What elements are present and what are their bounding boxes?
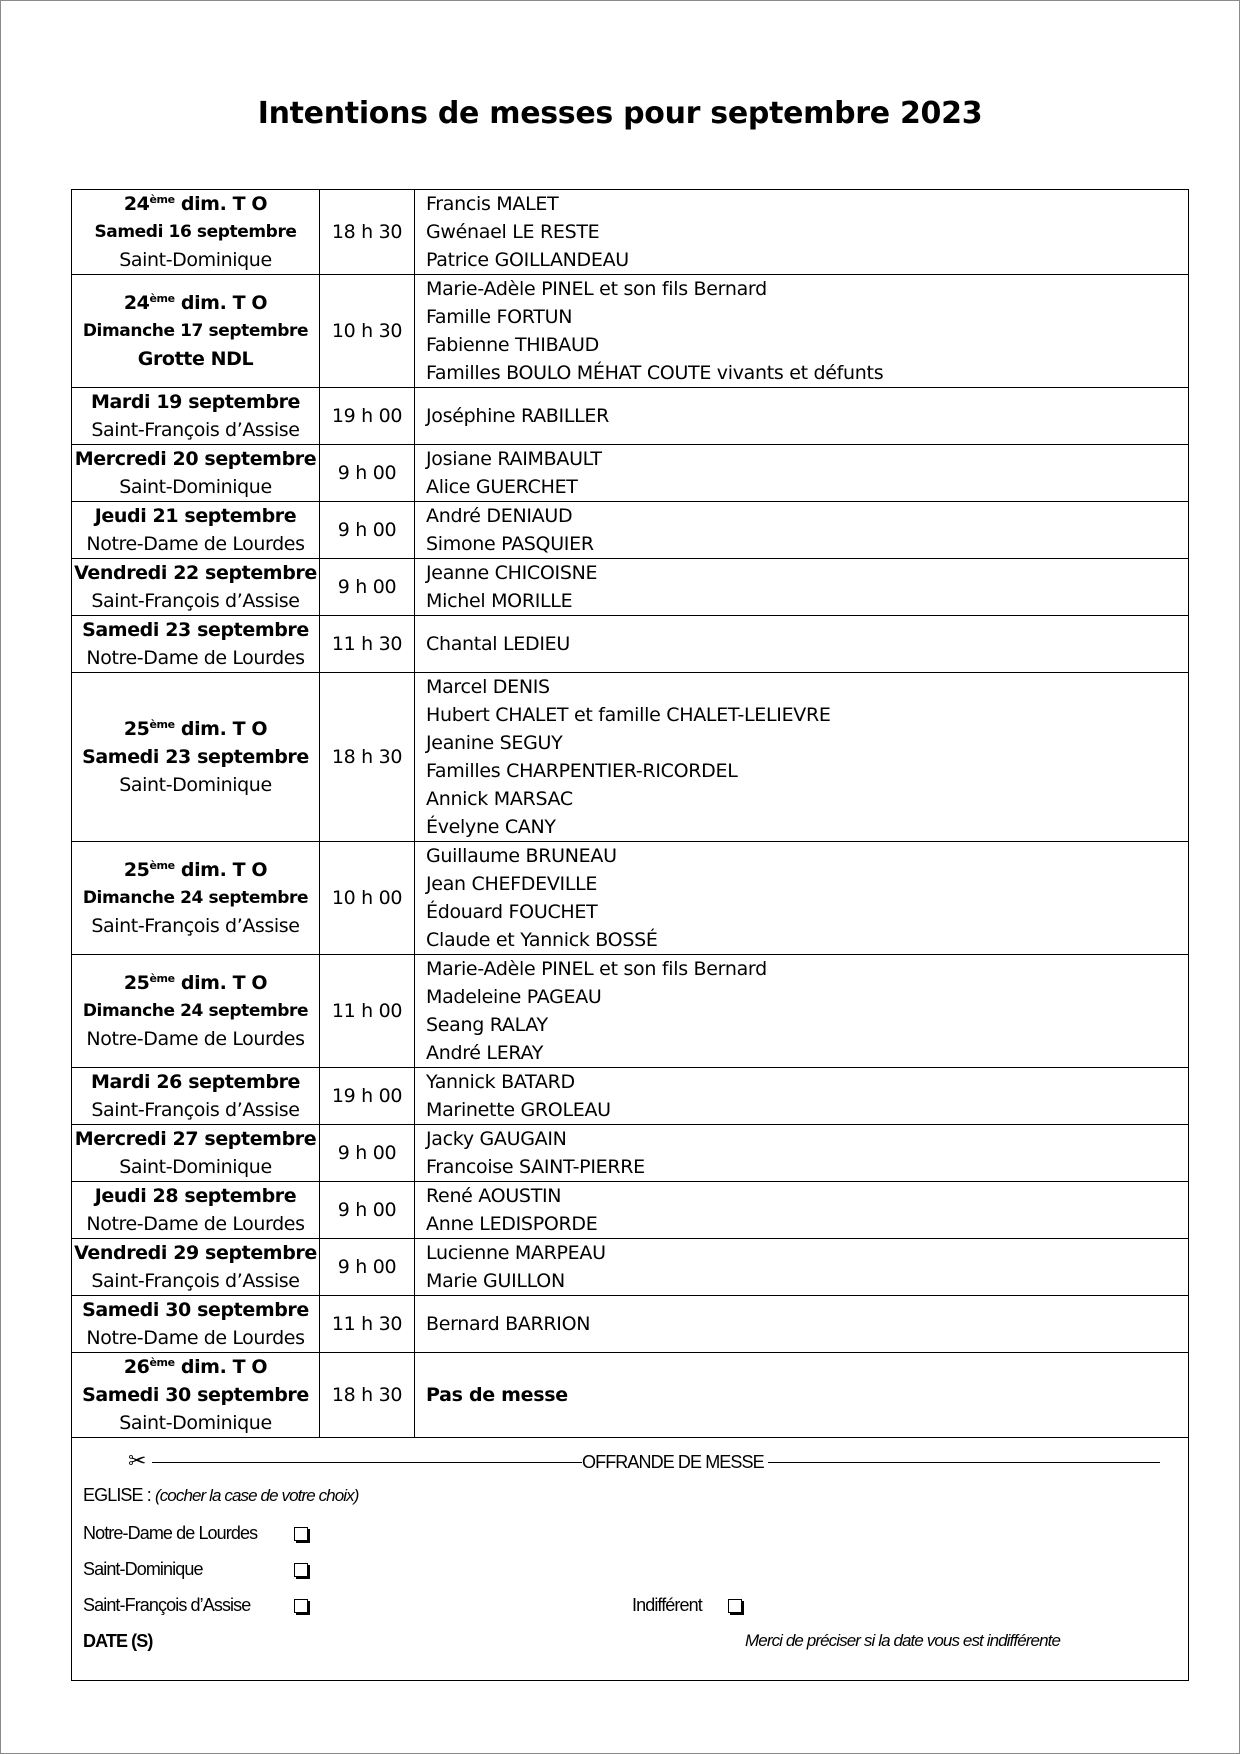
offering-heading: OFFRANDE DE MESSE: [582, 1452, 764, 1472]
intention-name: Marie-Adèle PINEL et son fils Bernard: [426, 278, 767, 300]
date-cell: [72, 275, 320, 388]
church-name: Saint-François d’Assise: [91, 1099, 300, 1121]
date-cell: [72, 1068, 320, 1125]
scissors-icon: ✂: [128, 1448, 146, 1473]
intention-name: Francoise SAINT-PIERRE: [426, 1156, 645, 1178]
intentions-cell: [415, 445, 1189, 502]
intention-name: Simone PASQUIER: [426, 533, 594, 555]
schedule-row: [72, 275, 1189, 388]
schedule-row: [72, 190, 1189, 275]
ordinal-suffix: ème: [149, 1356, 175, 1369]
schedule-row: [72, 388, 1189, 445]
intention-name: André LERAY: [426, 1042, 544, 1064]
schedule-row: [72, 842, 1189, 955]
intentions-cell: [415, 1239, 1189, 1296]
intention-name: Marinette GROLEAU: [426, 1099, 611, 1121]
intention-name: Francis MALET: [426, 193, 559, 215]
sunday-number: 24: [123, 292, 150, 314]
schedule-row: [72, 1353, 1189, 1438]
sunday-suffix: dim. T O: [174, 972, 268, 994]
intentions-cell: [415, 275, 1189, 388]
intention-name: Famille FORTUN: [426, 306, 573, 328]
cut-line-right: [768, 1462, 1160, 1463]
mass-time: 19 h 00: [320, 388, 415, 445]
schedule-row: [72, 1125, 1189, 1182]
intentions-cell: [415, 1125, 1189, 1182]
ordinary-sunday-label: [72, 289, 319, 317]
intention-name: Jeanne CHICOISNE: [426, 562, 598, 584]
mass-date: Mardi 19 septembre: [90, 391, 301, 413]
mass-time: 9 h 00: [320, 502, 415, 559]
intentions-cell: [415, 673, 1189, 842]
church-name: Saint-Dominique: [119, 476, 272, 498]
intentions-cell: [415, 1182, 1189, 1239]
mass-time: 10 h 30: [320, 275, 415, 388]
ordinary-sunday-label: [72, 1353, 319, 1381]
mass-time: 11 h 30: [320, 616, 415, 673]
sunday-number: 25: [123, 972, 150, 994]
intention-name: Bernard BARRION: [426, 1313, 591, 1335]
mass-date: Samedi 23 septembre: [82, 746, 309, 768]
intention-name: Chantal LEDIEU: [426, 633, 570, 655]
mass-date: Samedi 16 septembre: [94, 222, 297, 242]
mass-date: Vendredi 29 septembre: [74, 1242, 317, 1264]
date-cell: [72, 1296, 320, 1353]
checkbox-saint-francois[interactable]: [294, 1599, 308, 1613]
intentions-cell: [415, 955, 1189, 1068]
schedule-row: [72, 1296, 1189, 1353]
intention-name: Jacky GAUGAIN: [426, 1128, 567, 1150]
date-cell: [72, 1239, 320, 1296]
ordinary-sunday-label: [72, 715, 319, 743]
intention-name: Évelyne CANY: [426, 816, 556, 838]
schedule-body: [72, 190, 1189, 1438]
mass-time: 9 h 00: [320, 1239, 415, 1296]
intentions-cell: [415, 190, 1189, 275]
mass-time: 18 h 30: [320, 1353, 415, 1438]
church-name: Saint-François d’Assise: [91, 590, 300, 612]
date-cell: [72, 502, 320, 559]
mass-schedule-table: [71, 189, 1189, 1438]
church-label-text: EGLISE :: [83, 1485, 155, 1505]
intention-name: Joséphine RABILLER: [426, 405, 610, 427]
intention-name: Marie GUILLON: [426, 1270, 565, 1292]
checkbox-notre-dame[interactable]: [294, 1527, 308, 1541]
intention-name: Fabienne THIBAUD: [426, 334, 599, 356]
mass-time: 9 h 00: [320, 1125, 415, 1182]
church-name: Saint-Dominique: [119, 1156, 272, 1178]
option-saint-francois-label: Saint-François d’Assise: [83, 1595, 251, 1615]
date-cell: [72, 190, 320, 275]
church-name: Saint-Dominique: [119, 774, 272, 796]
ordinal-suffix: ème: [149, 972, 175, 985]
cut-line-row: [128, 1448, 1208, 1473]
ordinal-suffix: ème: [149, 859, 175, 872]
mass-time: 11 h 00: [320, 955, 415, 1068]
intention-name: Jeanine SEGUY: [426, 732, 563, 754]
mass-date: Jeudi 28 septembre: [94, 1185, 297, 1207]
date-cell: [72, 842, 320, 955]
indifferent-label: Indifférent: [632, 1595, 702, 1615]
ordinal-suffix: ème: [149, 193, 175, 206]
intention-name: Madeleine PAGEAU: [426, 986, 602, 1008]
intention-name: Anne LEDISPORDE: [426, 1213, 598, 1235]
checkbox-indifferent[interactable]: [728, 1599, 742, 1613]
mass-offering-form: [71, 1435, 1189, 1681]
date-cell: [72, 1353, 320, 1438]
mass-date: Dimanche 24 septembre: [82, 888, 309, 908]
church-name: Saint-Dominique: [119, 1412, 272, 1434]
mass-time: 9 h 00: [320, 559, 415, 616]
date-cell: [72, 1182, 320, 1239]
intentions-cell: [415, 616, 1189, 673]
church-name: Notre-Dame de Lourdes: [86, 647, 305, 669]
sunday-suffix: dim. T O: [174, 859, 268, 881]
ordinary-sunday-label: [72, 856, 319, 884]
schedule-row: [72, 1182, 1189, 1239]
church-label: [83, 1485, 359, 1506]
intention-name: René AOUSTIN: [426, 1185, 562, 1207]
mass-date: Mercredi 20 septembre: [74, 448, 317, 470]
ordinary-sunday-label: [72, 190, 319, 218]
intentions-cell: [415, 502, 1189, 559]
sunday-number: 26: [123, 1356, 150, 1378]
intentions-cell: [415, 842, 1189, 955]
church-name: Saint-Dominique: [119, 249, 272, 271]
church-name: Notre-Dame de Lourdes: [86, 1028, 305, 1050]
schedule-row: [72, 1068, 1189, 1125]
sunday-suffix: dim. T O: [174, 1356, 268, 1378]
date-cell: [72, 1125, 320, 1182]
ordinal-suffix: ème: [149, 292, 175, 305]
mass-date: Samedi 30 septembre: [82, 1384, 309, 1406]
cut-line-left: [152, 1462, 582, 1463]
mass-date: Jeudi 21 septembre: [94, 505, 297, 527]
intention-name: Marie-Adèle PINEL et son fils Bernard: [426, 958, 767, 980]
intention-name: Annick MARSAC: [426, 788, 573, 810]
intention-name: Yannick BATARD: [426, 1071, 575, 1093]
option-notre-dame-label: Notre-Dame de Lourdes: [83, 1523, 258, 1543]
date-cell: [72, 955, 320, 1068]
mass-time: 18 h 30: [320, 673, 415, 842]
mass-date: Dimanche 17 septembre: [82, 321, 309, 341]
date-cell: [72, 559, 320, 616]
mass-date: Vendredi 22 septembre: [74, 562, 317, 584]
intention-name: Patrice GOILLANDEAU: [426, 249, 629, 271]
mass-time: 9 h 00: [320, 445, 415, 502]
sunday-number: 24: [123, 193, 150, 215]
sunday-suffix: dim. T O: [174, 193, 268, 215]
intention-name: Gwénael LE RESTE: [426, 221, 600, 243]
schedule-row: [72, 559, 1189, 616]
mass-time: 10 h 00: [320, 842, 415, 955]
mass-time: 19 h 00: [320, 1068, 415, 1125]
mass-date: Samedi 30 septembre: [82, 1299, 309, 1321]
church-name: Notre-Dame de Lourdes: [86, 1213, 305, 1235]
intention-name: Hubert CHALET et famille CHALET-LELIEVRE: [426, 704, 831, 726]
intentions-cell: [415, 1353, 1189, 1438]
intention-name: Familles BOULO MÉHAT COUTE vivants et défunts: [426, 362, 884, 384]
church-name: Saint-François d’Assise: [91, 419, 300, 441]
intention-name: Seang RALAY: [426, 1014, 548, 1036]
church-name: Notre-Dame de Lourdes: [86, 533, 305, 555]
mass-date: Samedi 23 septembre: [82, 619, 309, 641]
date-cell: [72, 445, 320, 502]
intention-name: Michel MORILLE: [426, 590, 573, 612]
date-label: DATE (S): [83, 1631, 153, 1651]
church-name: Notre-Dame de Lourdes: [86, 1327, 305, 1349]
intention-name: Josiane RAIMBAULT: [426, 448, 602, 470]
intention-name: Familles CHARPENTIER-RICORDEL: [426, 760, 738, 782]
intention-name: Jean CHEFDEVILLE: [426, 873, 598, 895]
schedule-row: [72, 502, 1189, 559]
sunday-suffix: dim. T O: [174, 718, 268, 740]
intention-name: André DENIAUD: [426, 505, 573, 527]
checkbox-saint-dominique[interactable]: [294, 1563, 308, 1577]
page-title: Intentions de messes pour septembre 2023: [257, 96, 983, 131]
church-name: Grotte NDL: [137, 348, 254, 370]
ordinary-sunday-label: [72, 969, 319, 997]
ordinal-suffix: ème: [149, 718, 175, 731]
sunday-suffix: dim. T O: [174, 292, 268, 314]
mass-date: Mardi 26 septembre: [90, 1071, 301, 1093]
schedule-row: [72, 445, 1189, 502]
intention-name: Claude et Yannick BOSSÉ: [426, 929, 658, 951]
schedule-row: [72, 955, 1189, 1068]
option-saint-dominique-label: Saint-Dominique: [83, 1559, 203, 1579]
intention-name: Marcel DENIS: [426, 676, 550, 698]
date-cell: [72, 616, 320, 673]
church-hint: (cocher la case de votre choix): [154, 1486, 359, 1505]
intention-name: Pas de messe: [426, 1384, 568, 1406]
intention-name: Lucienne MARPEAU: [426, 1242, 606, 1264]
mass-time: 18 h 30: [320, 190, 415, 275]
mass-date: Dimanche 24 septembre: [82, 1001, 309, 1021]
mass-date: Mercredi 27 septembre: [74, 1128, 317, 1150]
schedule-row: [72, 673, 1189, 842]
church-name: Saint-François d’Assise: [91, 1270, 300, 1292]
mass-time: 9 h 00: [320, 1182, 415, 1239]
intention-name: Alice GUERCHET: [426, 476, 578, 498]
intentions-cell: [415, 559, 1189, 616]
date-note: Merci de préciser si la date vous est indifférente: [745, 1631, 1061, 1650]
church-name: Saint-François d’Assise: [91, 915, 300, 937]
schedule-row: [72, 1239, 1189, 1296]
sunday-number: 25: [123, 718, 150, 740]
intentions-cell: [415, 388, 1189, 445]
mass-time: 11 h 30: [320, 1296, 415, 1353]
date-cell: [72, 673, 320, 842]
intention-name: Guillaume BRUNEAU: [426, 845, 617, 867]
intentions-cell: [415, 1068, 1189, 1125]
date-cell: [72, 388, 320, 445]
intentions-cell: [415, 1296, 1189, 1353]
schedule-row: [72, 616, 1189, 673]
intention-name: Édouard FOUCHET: [426, 901, 598, 923]
sunday-number: 25: [123, 859, 150, 881]
